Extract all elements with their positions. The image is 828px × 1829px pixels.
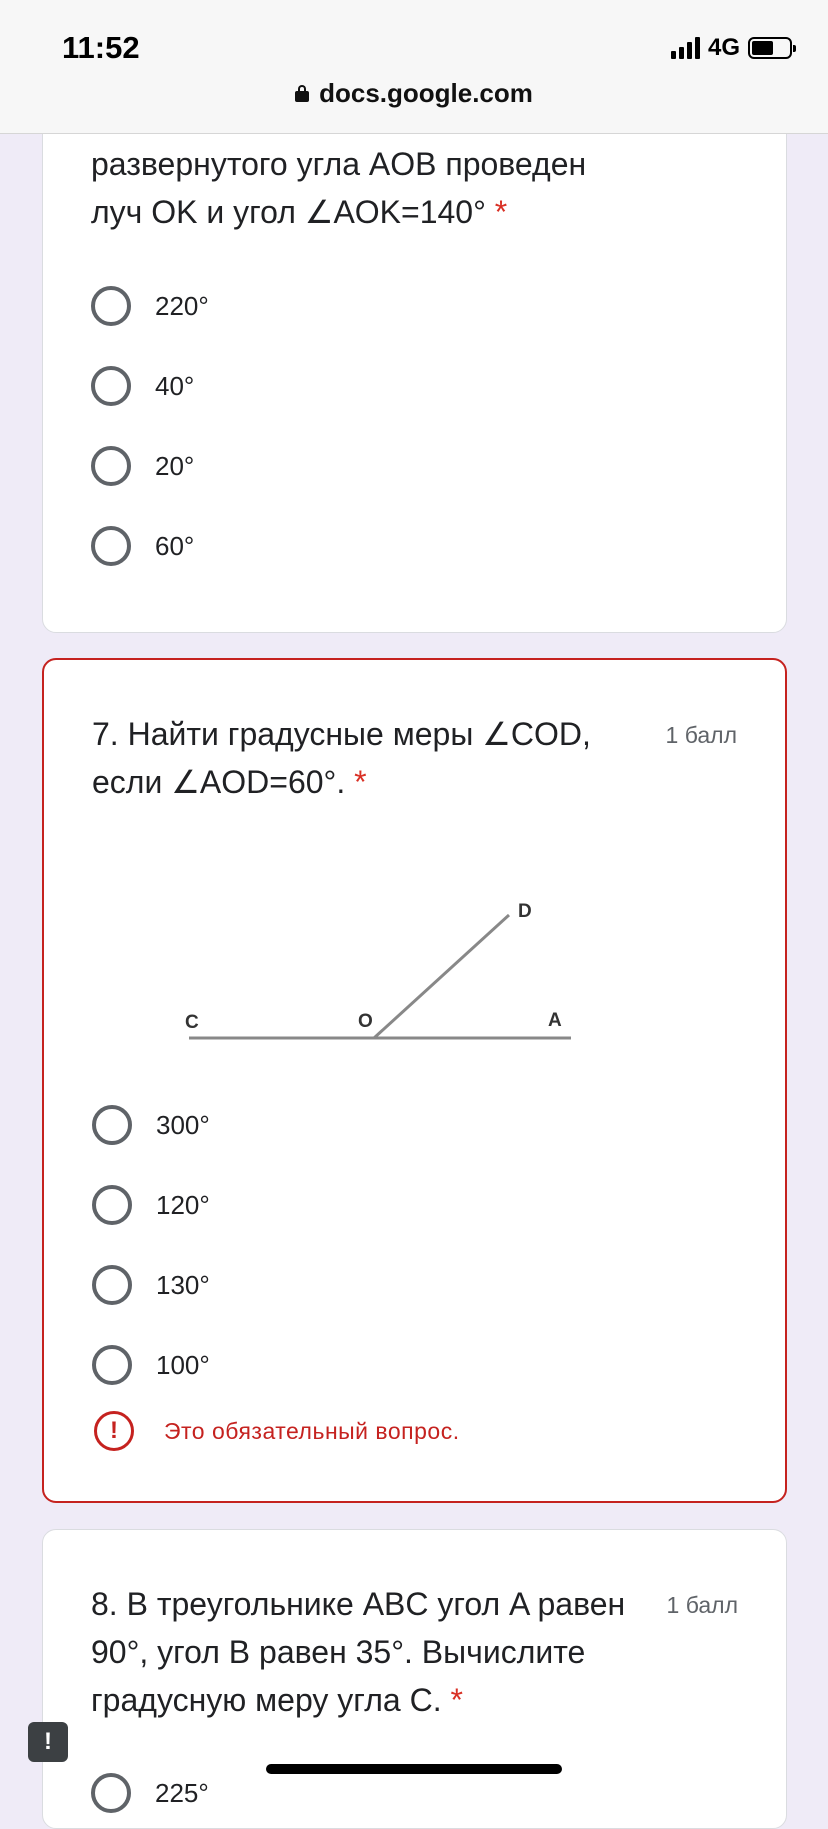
question-8-card bbox=[42, 1529, 787, 1829]
radio-button[interactable] bbox=[92, 1185, 132, 1225]
error-icon: ! bbox=[94, 1411, 134, 1451]
ray-od bbox=[374, 915, 509, 1038]
question-7-line-2 bbox=[92, 758, 591, 806]
option-label: 100° bbox=[156, 1349, 210, 1380]
label-o: O bbox=[358, 1011, 373, 1032]
question-7-text bbox=[92, 710, 591, 806]
radio-button[interactable] bbox=[92, 1345, 132, 1385]
option-label: 40° bbox=[155, 370, 195, 401]
required-mark: * bbox=[450, 1682, 463, 1718]
network-label: 4G bbox=[707, 34, 740, 61]
question-6-option-1[interactable] bbox=[91, 286, 209, 326]
radio-button[interactable] bbox=[91, 286, 131, 326]
battery-icon bbox=[748, 37, 792, 59]
question-8-points: 1 балл bbox=[666, 1592, 738, 1618]
radio-button[interactable] bbox=[91, 366, 131, 406]
question-6-option-4[interactable] bbox=[91, 526, 194, 566]
option-label: 130° bbox=[156, 1269, 210, 1300]
option-label: 120° bbox=[156, 1189, 210, 1220]
required-mark: * bbox=[354, 764, 367, 800]
question-7-line-2-text: если ∠AOD=60°. bbox=[92, 764, 346, 800]
question-7-option-1[interactable] bbox=[92, 1105, 210, 1145]
error-message: Это обязательный вопрос. bbox=[164, 1417, 460, 1444]
browser-top-bar bbox=[0, 0, 828, 134]
url-bar[interactable] bbox=[0, 78, 828, 109]
lock-icon bbox=[295, 85, 309, 102]
question-6-line-2-text: луч OK и угол ∠AOK=140° bbox=[91, 194, 486, 230]
question-8-line-2: 90°, угол B равен 35°. Вычислите bbox=[91, 1634, 586, 1670]
radio-button[interactable] bbox=[92, 1105, 132, 1145]
option-label: 20° bbox=[155, 450, 195, 481]
radio-button[interactable] bbox=[92, 1265, 132, 1305]
option-label: 220° bbox=[155, 290, 209, 321]
question-8-line-1: 8. В треугольнике ABC угол A равен bbox=[91, 1586, 626, 1622]
status-time: 11:52 bbox=[62, 30, 140, 65]
url-text: docs.google.com bbox=[319, 78, 533, 108]
option-label: 300° bbox=[156, 1109, 210, 1140]
question-7-option-2[interactable] bbox=[92, 1185, 210, 1225]
question-6-line-2 bbox=[91, 188, 586, 236]
required-mark: * bbox=[494, 194, 508, 230]
question-6-text bbox=[91, 140, 586, 236]
label-d: D bbox=[518, 901, 532, 922]
question-7-option-4[interactable] bbox=[92, 1345, 210, 1385]
angle-diagram bbox=[174, 900, 594, 1070]
question-7-line-1: 7. Найти градусные меры ∠COD, bbox=[92, 716, 591, 752]
question-6-option-3[interactable] bbox=[91, 446, 194, 486]
question-8-line-3-text: градусную меру угла C. bbox=[91, 1682, 442, 1718]
question-8-text bbox=[91, 1580, 625, 1724]
status-icons bbox=[671, 34, 792, 62]
radio-button[interactable] bbox=[91, 446, 131, 486]
report-abuse-button[interactable]: ! bbox=[28, 1722, 68, 1762]
question-8-option-1[interactable] bbox=[91, 1773, 209, 1813]
signal-icon bbox=[671, 37, 700, 59]
label-a: A bbox=[548, 1010, 562, 1031]
label-c: C bbox=[185, 1012, 199, 1033]
option-label: 60° bbox=[155, 530, 195, 561]
question-6-option-2[interactable] bbox=[91, 366, 194, 406]
question-7-points: 1 балл bbox=[665, 722, 737, 748]
required-error bbox=[94, 1411, 460, 1451]
question-6-card bbox=[42, 60, 787, 633]
question-6-line-1: развернутого угла AOB проведен bbox=[91, 146, 587, 182]
radio-button[interactable] bbox=[91, 526, 131, 566]
option-label: 225° bbox=[155, 1777, 209, 1808]
radio-button[interactable] bbox=[91, 1773, 131, 1813]
home-indicator[interactable] bbox=[266, 1764, 562, 1774]
question-7-option-3[interactable] bbox=[92, 1265, 210, 1305]
question-7-card bbox=[42, 658, 787, 1503]
question-8-line-3 bbox=[91, 1676, 625, 1724]
